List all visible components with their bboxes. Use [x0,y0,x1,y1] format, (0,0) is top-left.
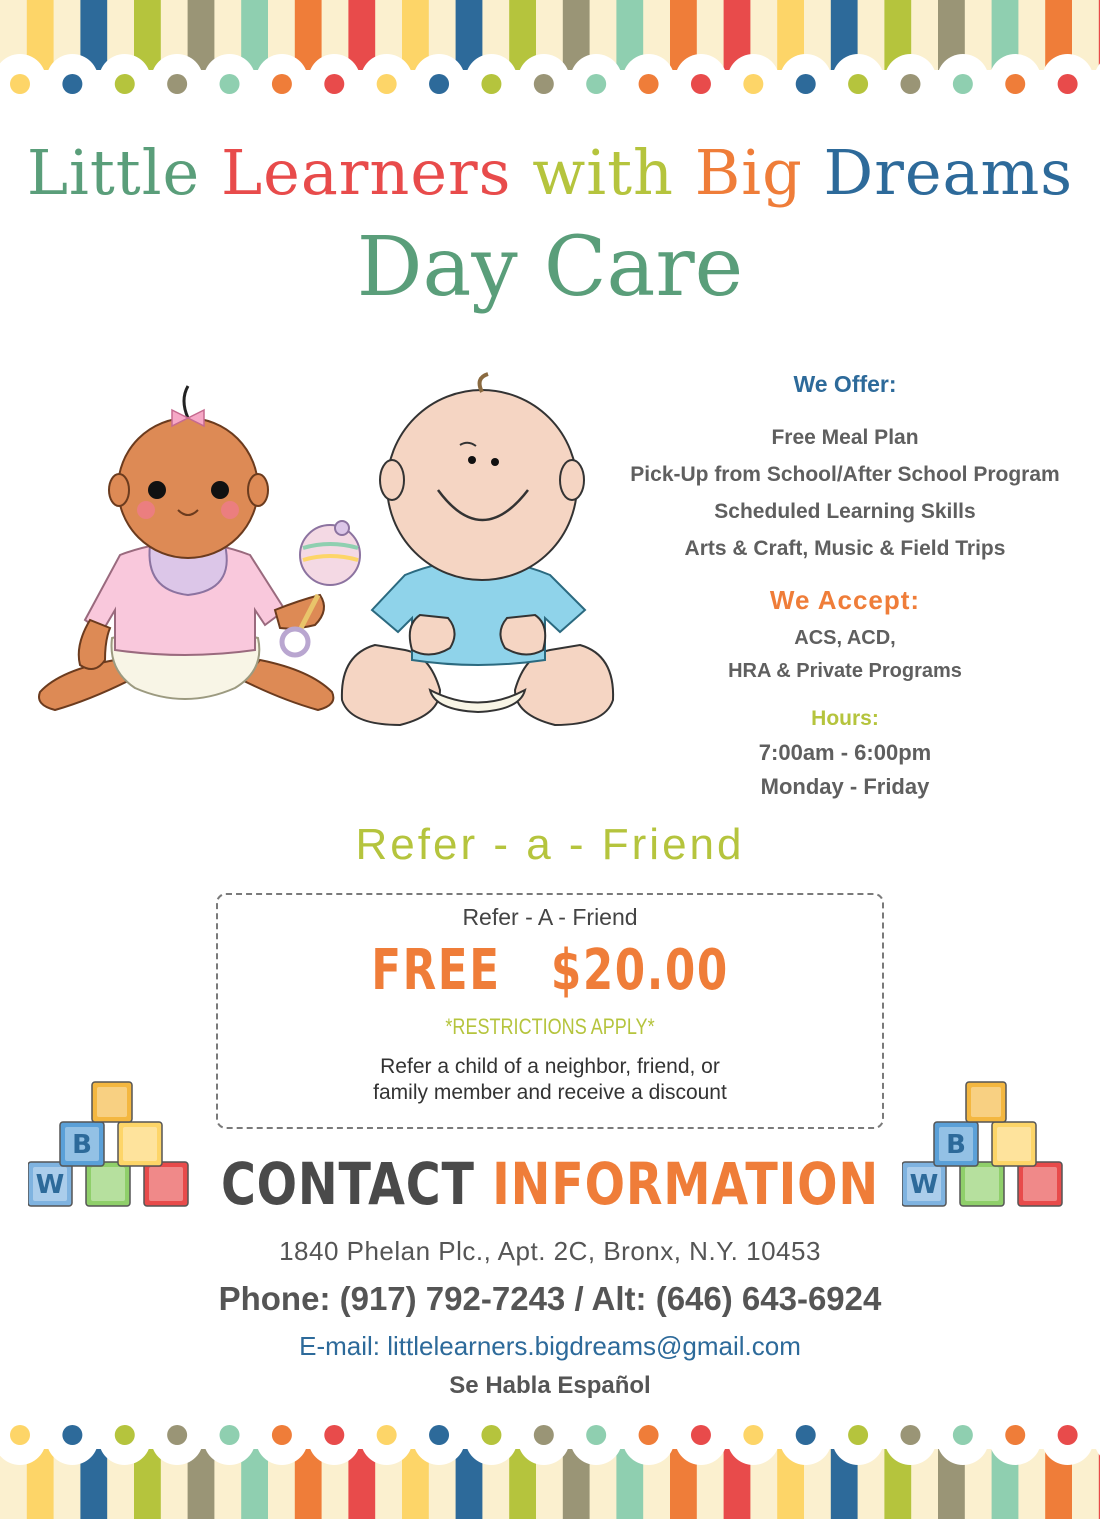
polka-dot [1058,74,1078,94]
polka-dot [429,74,449,94]
polka-dot [691,74,711,94]
offer-item: Pick-Up from School/After School Program [630,463,1060,486]
hours-heading: Hours: [811,707,879,730]
contact-heading-part: INFORMATION [492,1150,880,1218]
polka-dot [639,1425,659,1445]
polka-dot [167,74,187,94]
coupon-description-line: Refer a child of a neighbor, friend, or [380,1055,720,1078]
polka-dot [796,74,816,94]
title-word: Learners [220,136,512,209]
polka-dot [900,74,920,94]
polka-dot [953,74,973,94]
offer-item: Arts & Craft, Music & Field Trips [684,537,1006,560]
baby-boy-icon [342,374,613,725]
offer-heading: We Offer: [793,371,897,397]
polka-dot [10,74,30,94]
polka-dot [586,74,606,94]
polka-dot [377,74,397,94]
polka-dot [429,1425,449,1445]
title-word: with [532,136,674,209]
coupon-restrictions: *RESTRICTIONS APPLY* [445,1014,655,1039]
address: 1840 Phelan Plc., Apt. 2C, Bronx, N.Y. 10453 [279,1236,821,1266]
polka-dot [481,1425,501,1445]
coupon-subtitle: Refer - A - Friend [462,904,638,930]
contact-heading-part: CONTACT [220,1150,475,1218]
coupon-offer: FREE $20.00 [371,938,729,1003]
polka-dot [534,1425,554,1445]
hours-time: 7:00am - 6:00pm [758,740,932,765]
polka-dot [10,1425,30,1445]
refer-title: Refer - a - Friend [355,820,745,869]
svg-text:B: B [72,1130,92,1160]
polka-dot [167,1425,187,1445]
polka-dot [220,74,240,94]
babies-illustration [20,370,630,750]
polka-dot [639,74,659,94]
contact-heading [99,1150,1001,1218]
email-link[interactable]: E-mail: littlelearners.bigdreams@gmail.com [299,1331,801,1361]
polka-dot [1005,74,1025,94]
polka-dot [115,74,135,94]
polka-dot [62,74,82,94]
accept-heading: We Accept: [769,585,921,615]
polka-dot [324,74,344,94]
polka-dot [481,74,501,94]
polka-dot [272,74,292,94]
bottom-stripe-border [0,1409,1100,1519]
svg-text:B: B [946,1130,966,1160]
coupon-description [216,1054,884,1106]
polka-dot [534,74,554,94]
baby-girl-icon [39,386,360,710]
title-word: Big [694,136,803,209]
polka-dot [953,1425,973,1445]
polka-dot [1005,1425,1025,1445]
polka-dot [691,1425,711,1445]
accept-line: HRA & Private Programs [728,660,962,682]
title-headline [0,136,1100,209]
coupon-description-line: family member and receive a discount [373,1081,727,1104]
polka-dot [324,1425,344,1445]
phone-numbers: Phone: (917) 792-7243 / Alt: (646) 643-6924 [218,1280,882,1317]
polka-dot [220,1425,240,1445]
offer-item: Free Meal Plan [771,426,919,449]
polka-dot [62,1425,82,1445]
top-stripe-border [0,0,1100,110]
title-word: Dreams [823,136,1074,209]
spanish-note: Se Habla Español [449,1372,651,1399]
polka-dot [796,1425,816,1445]
svg-text:W: W [909,1170,939,1200]
polka-dot [377,1425,397,1445]
title-subtitle: Day Care [356,220,744,315]
title-word: Little [26,136,201,209]
polka-dot [848,74,868,94]
polka-dot [586,1425,606,1445]
polka-dot [848,1425,868,1445]
polka-dot [743,74,763,94]
offer-item: Scheduled Learning Skills [714,500,976,523]
svg-text:W: W [35,1170,65,1200]
polka-dot [743,1425,763,1445]
polka-dot [900,1425,920,1445]
polka-dot [1058,1425,1078,1445]
accept-line: ACS, ACD, [794,627,896,649]
polka-dot [272,1425,292,1445]
hours-days: Monday - Friday [760,774,930,799]
polka-dot [115,1425,135,1445]
